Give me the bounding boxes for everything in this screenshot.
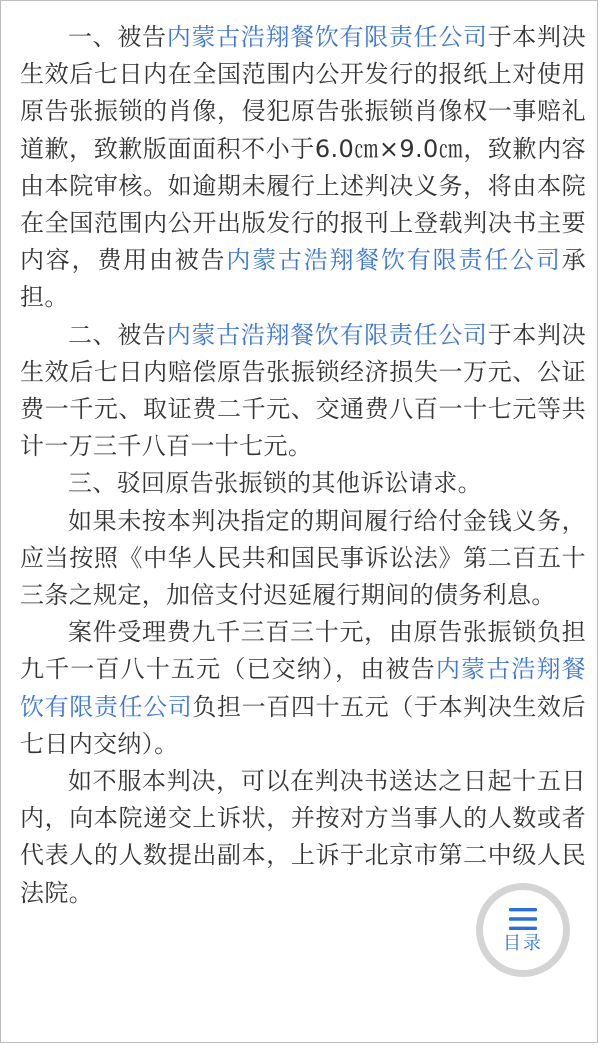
text-segment: 承担。 xyxy=(20,246,586,312)
toc-label: 目录 xyxy=(503,932,543,954)
text-segment: 一、被告 xyxy=(68,23,167,51)
company-link[interactable]: 内蒙古浩翔餐饮有限责任公司 xyxy=(166,23,488,51)
company-link[interactable]: 内蒙古浩翔餐饮有限责任公司 xyxy=(166,320,488,349)
company-link[interactable]: 内蒙古浩翔餐饮有限责任公司 xyxy=(20,655,586,721)
judgment-text xyxy=(20,19,586,912)
paragraph-4 xyxy=(20,503,586,615)
text-segment: 案件受理费九千三百三十元，由原告张振锁负担九千一百八十五元（已交纳），由被告 xyxy=(20,618,586,684)
menu-list-icon xyxy=(508,907,538,931)
paragraph-2 xyxy=(20,317,586,466)
text-segment: 负担一百四十五元（于本判决生效后七日内交纳）。 xyxy=(20,692,586,758)
text-segment: 如不服本判决，可以在判决书送达之日起十五日内，向本院递交上诉状，并按对方当事人的人数或者代表人的人数提出副本，上诉于北京市第二中级人民法院。 xyxy=(20,767,586,907)
text-segment: 三、驳回原告张振锁的其他诉讼请求。 xyxy=(68,469,482,498)
text-segment: 二、被告 xyxy=(68,320,167,349)
text-segment: 于本判决生效后七日内赔偿原告张振锁经济损失一万元、公证费一千元、取证费二千元、交通费八百一十七元等共计一万三千八百一十七元。 xyxy=(20,320,586,461)
company-link[interactable]: 内蒙古浩翔餐饮有限责任公司 xyxy=(226,246,562,275)
text-segment: 如果未按本判决指定的期间履行给付金钱义务，应当按照《中华人民共和国民事诉讼法》第二百五十三条之规定，加倍支付迟延履行期间的债务利息。 xyxy=(20,506,586,610)
paragraph-1 xyxy=(20,19,586,317)
toc-button[interactable] xyxy=(476,883,570,977)
paragraph-5 xyxy=(20,614,586,763)
text-segment: 于本判决生效后七日内在全国范围内公开发行的报纸上对使用原告张振锁的肖像，侵犯原告张振锁肖像权一事赔礼道歉，致歉版面面积不小于6.0㎝×9.0㎝，致歉内容由本院审核。如逾期未履行上述判决义务，将由本院在全国范围内公开出版发行的报刊上登载判决书主要内容，费用由被告 xyxy=(20,23,586,275)
paragraph-3 xyxy=(20,465,586,502)
